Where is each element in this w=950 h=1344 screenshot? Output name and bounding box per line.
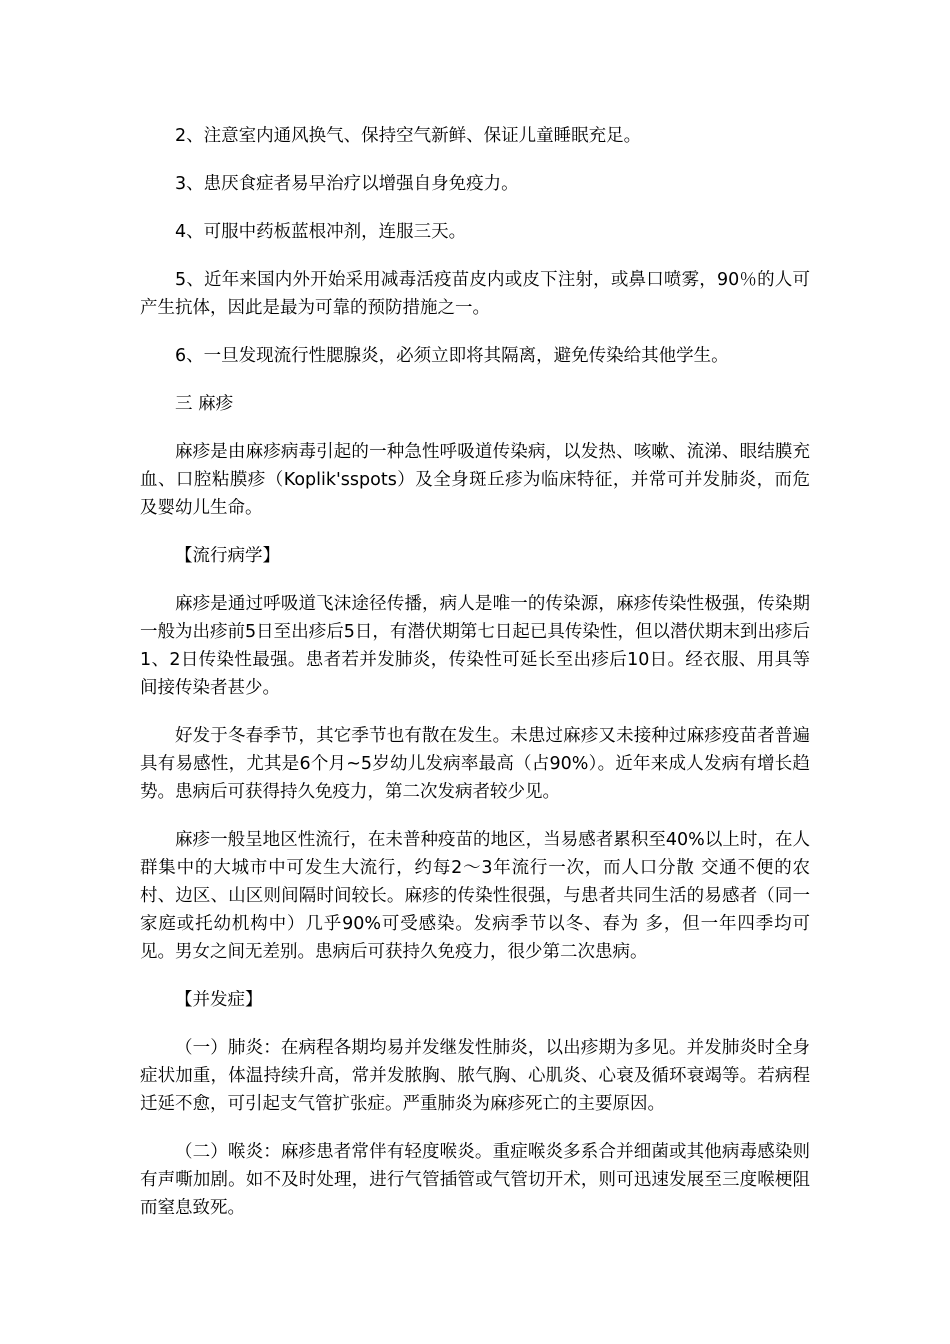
complication-pneumonia-paragraph: （一）肺炎：在病程各期均易并发继发性肺炎，以出疹期为多见。并发肺炎时全身症状加重，体温持续升高，常并发脓胸、脓气胸、心肌炎、心衰及循环衰竭等。若病程迁延不愈，可引起支气管扩张症。严重肺炎为麻疹死亡的主要原因。 xyxy=(140,1038,810,1114)
document-body xyxy=(140,122,810,1242)
measles-intro-paragraph: 麻疹是由麻疹病毒引起的一种急性呼吸道传染病，以发热、咳嗽、流涕、眼结膜充血、口腔粘膜疹（Koplik'sspots）及全身斑丘疹为临床特征，并常可并发肺炎，而危及婴幼儿生命。 xyxy=(140,442,810,518)
prevention-item-2: 2、注意室内通风换气、保持空气新鲜、保证儿童睡眠充足。 xyxy=(175,126,642,146)
subheading-complications: 【并发症】 xyxy=(175,990,263,1010)
prevention-item-3: 3、患厌食症者易早治疗以增强自身免疫力。 xyxy=(175,174,519,194)
epidemiology-paragraph-2: 好发于冬春季节，其它季节也有散在发生。未患过麻疹又未接种过麻疹疫苗者普遍具有易感性，尤其是6个月~5岁幼儿发病率最高（占90%）。近年来成人发病有增长趋势。患病后可获得持久免疫力，第二次发病者较少见。 xyxy=(140,726,810,802)
prevention-item-5: 5、近年来国内外开始采用减毒活疫苗皮内或皮下注射，或鼻口喷雾，90％的人可产生抗体，因此是最为可靠的预防措施之一。 xyxy=(140,270,810,318)
prevention-item-4: 4、可服中药板蓝根冲剂，连服三天。 xyxy=(175,222,467,242)
subheading-epidemiology: 【流行病学】 xyxy=(175,546,280,566)
section-heading-measles: 三 麻疹 xyxy=(175,394,234,414)
epidemiology-paragraph-3: 麻疹一般呈地区性流行，在未普种疫苗的地区，当易感者累积至40%以上时，在人群集中的大城市中可发生大流行，约每2～3年流行一次，而人口分散 交通不便的农村、边区、山区则间隔时间较长。麻疹的传染性很强，与患者共同生活的易感者（同一家庭或托幼机构中）几乎90%可受感染。发病季节以冬、春为 多，但一年四季均可见。男女之间无差别。患病后可获持久免疫力，很少第二次患病。 xyxy=(140,830,810,962)
epidemiology-paragraph-1: 麻疹是通过呼吸道飞沫途径传播，病人是唯一的传染源，麻疹传染性极强，传染期一般为出疹前5日至出疹后5日，有潜伏期第七日起已具传染性，但以潜伏期末到出疹后1、2日传染性最强。患者若并发肺炎，传染性可延长至出疹后10日。经衣服、用具等间接传染者甚少。 xyxy=(140,594,810,698)
prevention-item-6: 6、一旦发现流行性腮腺炎，必须立即将其隔离，避免传染给其他学生。 xyxy=(175,346,729,366)
complication-laryngitis-paragraph: （二）喉炎：麻疹患者常伴有轻度喉炎。重症喉炎多系合并细菌或其他病毒感染则有声嘶加剧。如不及时处理，进行气管插管或气管切开术，则可迅速发展至三度喉梗阻而窒息致死。 xyxy=(140,1142,810,1218)
